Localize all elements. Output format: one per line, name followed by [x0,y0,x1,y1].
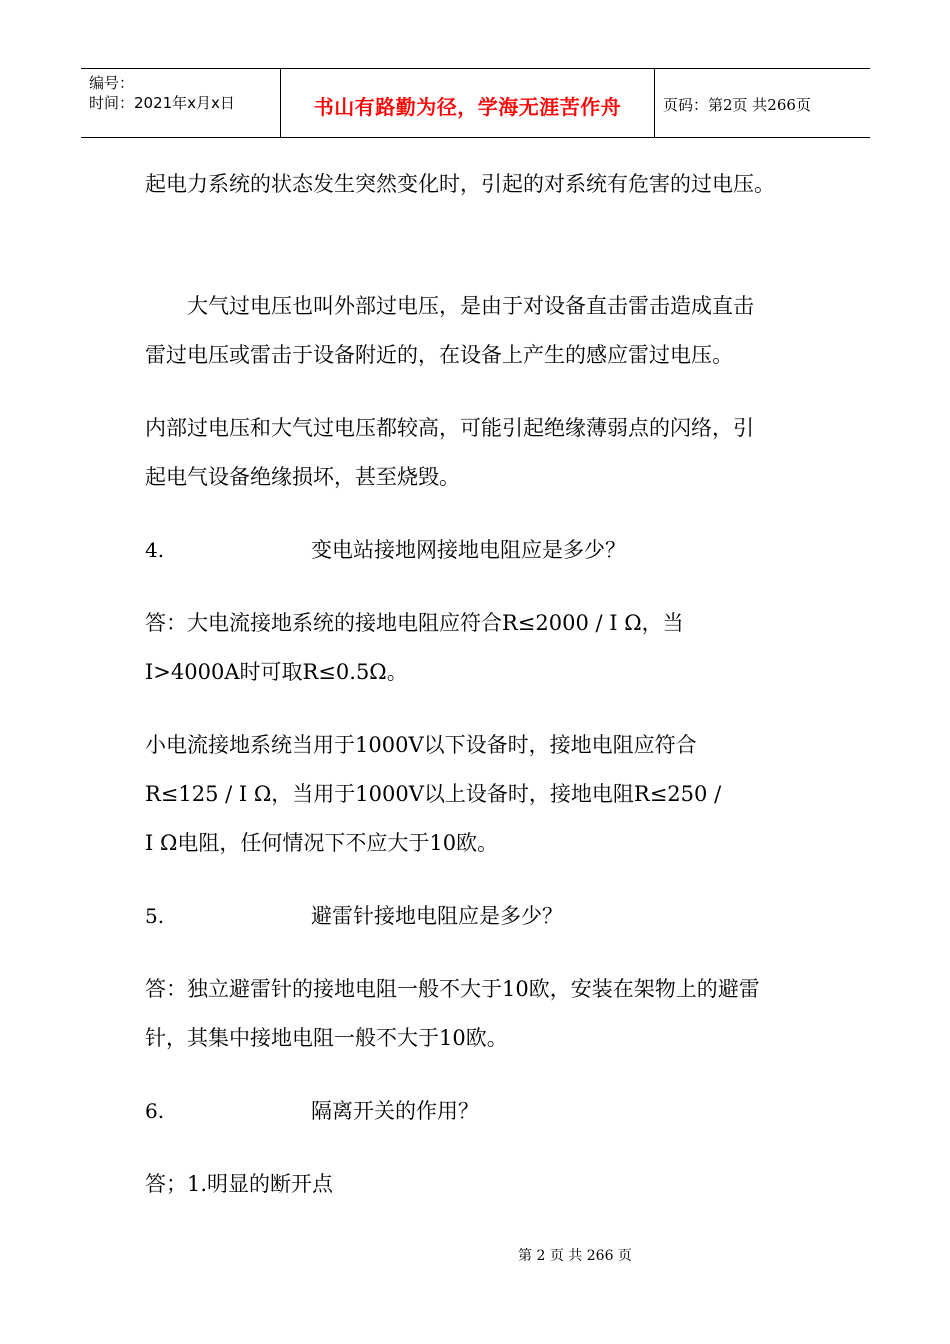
paragraph-3-line-2: 起电气设备绝缘损坏，甚至烧毁。 [145,465,460,489]
answer-4-line-2: I>4000A时可取R≤0.5Ω。 [145,660,408,684]
header-motto: 书山有路勤为径，学海无涯苦作舟 [281,69,655,137]
question-4-text: 变电站接地网接地电阻应是多少？ [311,538,626,562]
answer-6-line-1: 答；1.明显的断开点 [145,1172,334,1196]
page-header [81,68,870,138]
question-5-text: 避雷针接地电阻应是多少？ [311,904,563,928]
paragraph-1: 起电力系统的状态发生突然变化时，引起的对系统有危害的过电压。 [145,172,775,196]
header-meta [81,69,281,137]
paragraph-2-line-1: 大气过电压也叫外部过电压，是由于对设备直击雷击造成直击 [187,294,754,318]
answer-4b-line-1: 小电流接地系统当用于1000V以下设备时，接地电阻应符合 [145,733,697,757]
answer-4-line-1: 答：大电流接地系统的接地电阻应符合R≤2000 / I Ω，当 [145,611,684,635]
paragraph-3-line-1: 内部过电压和大气过电压都较高，可能引起绝缘薄弱点的闪络，引 [145,416,754,440]
question-5 [145,892,810,941]
question-4-number: 4. [145,538,165,562]
question-6-text: 隔离开关的作用？ [311,1099,479,1123]
code-label: 编号： [89,74,135,92]
paragraph-2-line-2: 雷过电压或雷击于设备附近的，在设备上产生的感应雷过电压。 [145,343,733,367]
question-5-number: 5. [145,904,165,928]
question-6 [145,1087,810,1136]
page-footer: 第 2 页 共 266 页 [518,1248,632,1264]
answer-4b-line-3: I Ω电阻，任何情况下不应大于10欧。 [145,831,499,855]
answer-5-line-1: 答：独立避雷针的接地电阻一般不大于10欧，安装在架物上的避雷 [145,977,760,1001]
answer-5-line-2: 针，其集中接地电阻一般不大于10欧。 [145,1026,508,1050]
answer-4b-line-2: R≤125 / I Ω，当用于1000V以上设备时，接地电阻R≤250 / [145,782,722,806]
question-6-number: 6. [145,1099,165,1123]
header-page-info: 页码：第2页 共266页 [663,95,811,114]
date-line: 时间：2021年x月x日 [89,94,235,112]
question-4 [145,526,810,575]
